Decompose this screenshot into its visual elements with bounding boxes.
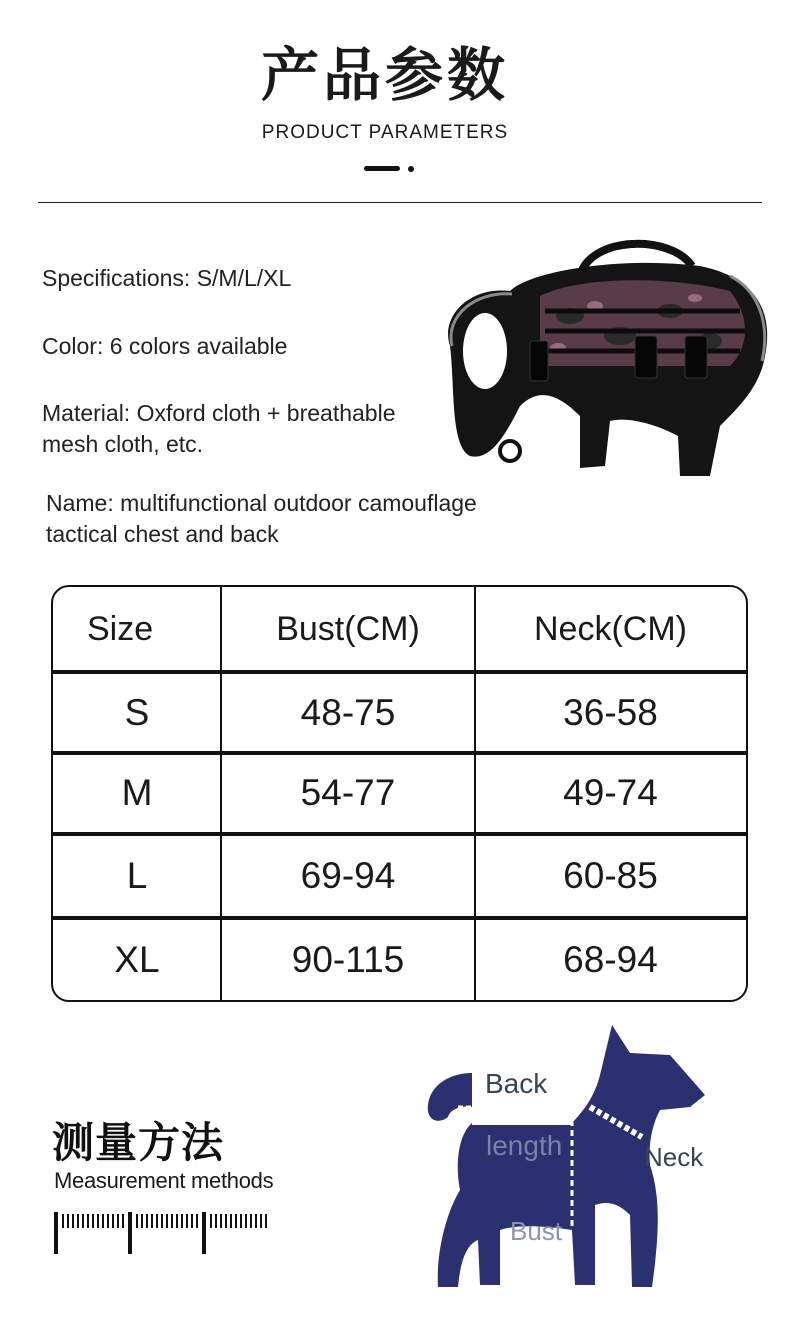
row-divider (53, 832, 746, 836)
row-divider (53, 670, 746, 674)
label-back: Back (485, 1068, 548, 1099)
harness-image (430, 236, 780, 486)
spec-specifications: Specifications: S/M/L/XL (42, 265, 292, 291)
neck-cell: 68-94 (563, 939, 658, 980)
spec-material-line2: mesh cloth, etc. (42, 431, 204, 457)
title-underline-dot (408, 166, 414, 172)
spec-material (42, 398, 396, 460)
spec-material-line1: Material: Oxford cloth + breathable (42, 400, 396, 426)
row-divider (53, 916, 746, 920)
label-bust: Bust (510, 1216, 563, 1246)
size-cell: M (121, 772, 153, 813)
table-header-row (53, 587, 746, 671)
title-underline (364, 166, 400, 171)
size-cell: L (126, 855, 148, 896)
neck-cell: 36-58 (563, 692, 658, 733)
label-length: length (486, 1130, 563, 1161)
neck-cell: 49-74 (563, 772, 658, 813)
size-cell: XL (114, 939, 160, 980)
bust-cell: 48-75 (300, 692, 396, 733)
header-neck: Neck(CM) (534, 609, 687, 648)
neck-cell: 60-85 (563, 855, 658, 896)
column-divider (220, 587, 222, 1000)
page-title-en: PRODUCT PARAMETERS (261, 122, 509, 143)
page-title-cn: 产品参数 (260, 41, 509, 109)
row-divider (53, 751, 746, 755)
bust-cell: 54-77 (300, 772, 396, 813)
table-row (53, 919, 746, 1001)
size-table (51, 585, 748, 1002)
table-row (53, 835, 746, 917)
spec-name (46, 488, 477, 550)
spec-name-line2: tactical chest and back (46, 521, 279, 547)
table-row (53, 673, 746, 753)
bust-cell: 69-94 (300, 855, 396, 896)
column-divider (474, 587, 476, 1000)
ruler-icon (52, 1210, 274, 1256)
size-cell: S (124, 692, 150, 733)
table-row (53, 753, 746, 833)
header-bust: Bust(CM) (276, 609, 420, 648)
divider (38, 202, 762, 203)
label-neck: Neck (644, 1142, 704, 1172)
spec-color: Color: 6 colors available (42, 333, 288, 359)
measurement-title-en: Measurement methods (54, 1168, 274, 1193)
header-size: Size (87, 609, 154, 648)
bust-cell: 90-115 (291, 939, 405, 980)
spec-name-line1: Name: multifunctional outdoor camouflage (46, 490, 477, 516)
measurement-title-cn: 测量方法 (52, 1118, 225, 1167)
